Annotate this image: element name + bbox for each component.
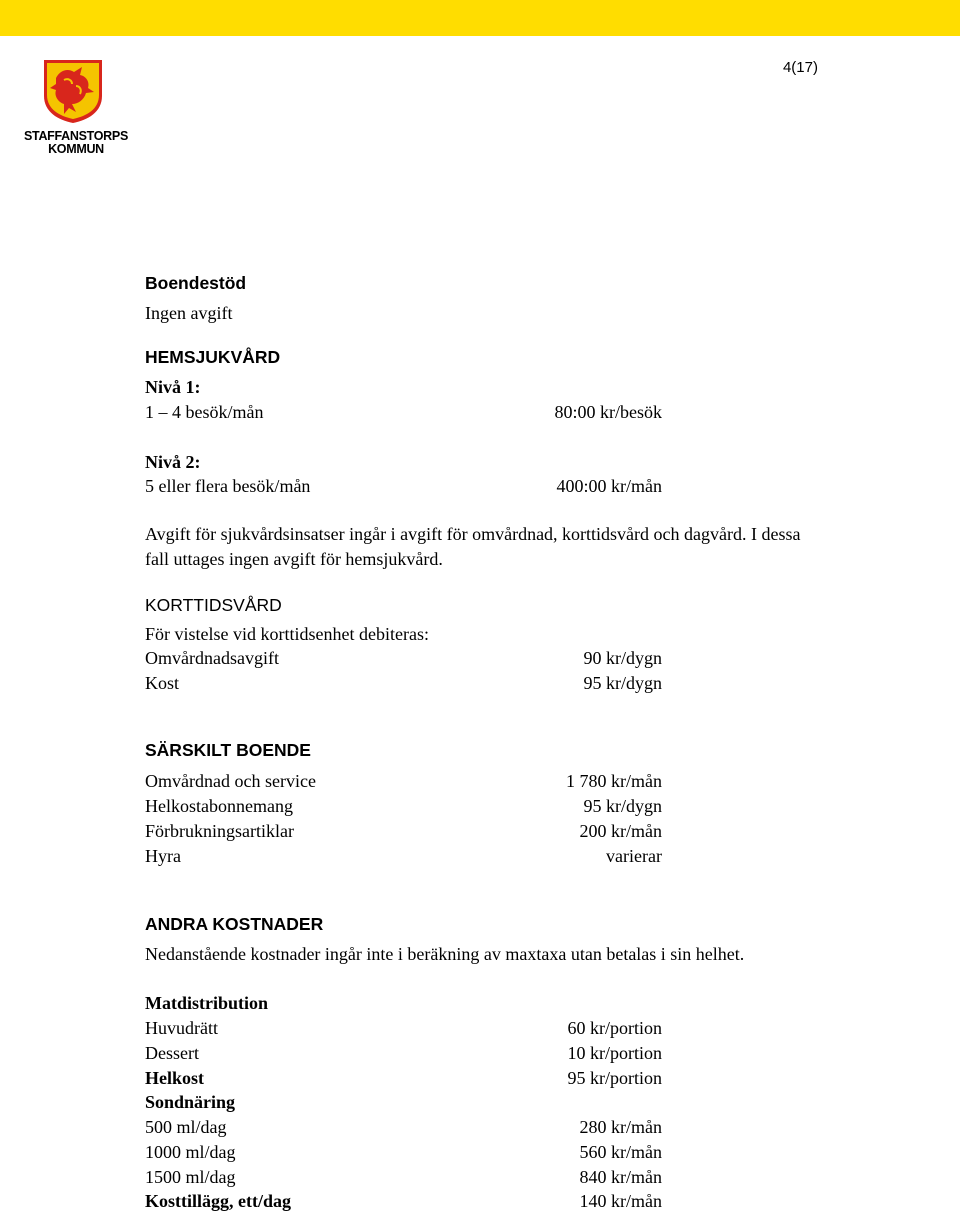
page-number: 4(17) bbox=[782, 59, 818, 76]
sarskilt-row-label: Omvårdnad och service bbox=[145, 771, 316, 791]
niva2-price: 400:00 kr/mån bbox=[556, 476, 662, 496]
sarskilt-row-value: varierar bbox=[606, 846, 662, 866]
sond-row-value: 840 kr/mån bbox=[579, 1167, 662, 1187]
korttidsvard-row-label: Kost bbox=[145, 673, 180, 693]
niva1-label: Nivå 1: bbox=[145, 377, 201, 397]
boendestod-heading: Boendestöd bbox=[145, 273, 247, 293]
sarskilt-row-label: Hyra bbox=[145, 846, 181, 866]
sarskilt-row-label: Helkostabonnemang bbox=[145, 796, 293, 816]
korttidsvard-heading: KORTTIDSVÅRD bbox=[145, 595, 282, 615]
sarskilt-row-value: 95 kr/dygn bbox=[583, 796, 662, 816]
hemsjukvard-heading: HEMSJUKVÅRD bbox=[145, 347, 281, 367]
sond-row-label: 500 ml/dag bbox=[145, 1117, 227, 1137]
kosttillagg-value: 140 kr/mån bbox=[579, 1191, 662, 1211]
andra-kostnader-heading: ANDRA KOSTNADER bbox=[145, 914, 324, 934]
sarskilt-row-value: 1 780 kr/mån bbox=[566, 771, 662, 791]
top-color-bar bbox=[0, 0, 960, 36]
sarskilt-row-value: 200 kr/mån bbox=[579, 821, 662, 841]
sond-row-value: 280 kr/mån bbox=[579, 1117, 662, 1137]
dessert-value: 10 kr/portion bbox=[567, 1043, 662, 1063]
coat-of-arms-icon bbox=[42, 58, 104, 124]
municipality-logo bbox=[24, 58, 128, 156]
helkost-label: Helkost bbox=[145, 1068, 205, 1088]
niva1-price: 80:00 kr/besök bbox=[554, 402, 662, 422]
korttidsvard-row-value: 95 kr/dygn bbox=[583, 673, 662, 693]
huvudratt-label: Huvudrätt bbox=[145, 1018, 218, 1038]
matdistribution-heading: Matdistribution bbox=[145, 993, 269, 1013]
korttidsvard-intro: För vistelse vid korttidsenhet debiteras: bbox=[145, 624, 429, 644]
korttidsvard-row-label: Omvårdnadsavgift bbox=[145, 648, 279, 668]
sarskilt-boende-heading: SÄRSKILT BOENDE bbox=[145, 740, 311, 760]
niva2-desc: 5 eller flera besök/mån bbox=[145, 476, 311, 496]
boendestod-text: Ingen avgift bbox=[145, 303, 233, 323]
dessert-label: Dessert bbox=[145, 1043, 199, 1063]
kosttillagg-label: Kosttillägg, ett/dag bbox=[145, 1191, 291, 1211]
helkost-value: 95 kr/portion bbox=[567, 1068, 662, 1088]
huvudratt-value: 60 kr/portion bbox=[567, 1018, 662, 1038]
niva1-desc: 1 – 4 besök/mån bbox=[145, 402, 264, 422]
niva2-label: Nivå 2: bbox=[145, 452, 201, 472]
andra-kostnader-intro: Nedanstående kostnader ingår inte i beräkning av maxtaxa utan betalas i sin helhet. bbox=[145, 944, 745, 964]
logo-text: STAFFANSTORPS KOMMUN bbox=[24, 129, 128, 156]
sond-row-value: 560 kr/mån bbox=[579, 1142, 662, 1162]
sarskilt-row-label: Förbrukningsartiklar bbox=[145, 821, 294, 841]
sond-row-label: 1500 ml/dag bbox=[145, 1167, 236, 1187]
hemsjukvard-note: Avgift för sjukvårdsinsatser ingår i avgift för omvårdnad, korttidsvård och dagvård. I dessa fall uttages ingen avgift för hemsjukvård. bbox=[145, 524, 801, 569]
sondnaring-heading: Sondnäring bbox=[145, 1092, 236, 1112]
sond-row-label: 1000 ml/dag bbox=[145, 1142, 236, 1162]
korttidsvard-row-value: 90 kr/dygn bbox=[583, 648, 662, 668]
